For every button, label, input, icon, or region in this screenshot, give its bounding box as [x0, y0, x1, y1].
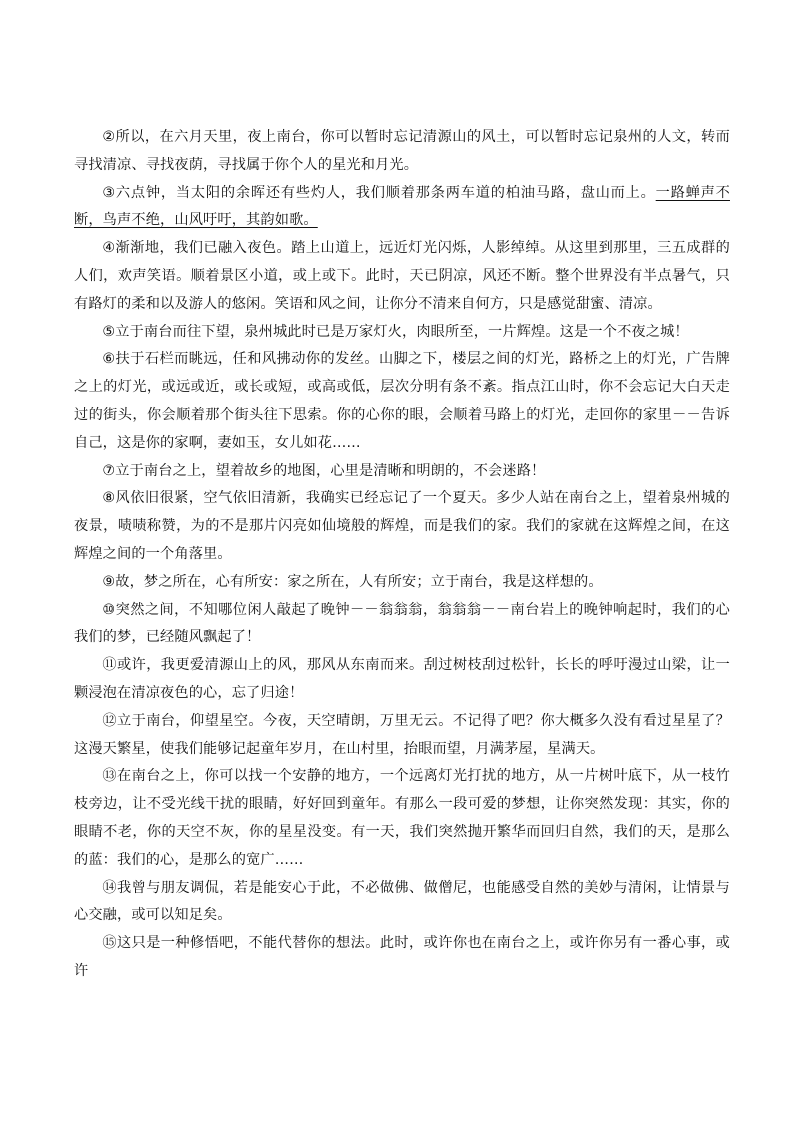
paragraph-3-underlined-text: 一路蝉声不断，鸟声不绝，山风吁吁，其韵如歌。 [74, 184, 730, 229]
paragraph-15: ⑮这只是一种修悟吧，不能代替你的想法。此时，或许你也在南台之上，或许你另有一番心事，或许 [74, 935, 730, 979]
paragraph-2: ②所以，在六月天里，夜上南台，你可以暂时忘记清源山的风土，可以暂时忘记泉州的人文，转而寻找清凉、寻找夜荫，寻找属于你个人的星光和月光。 [74, 129, 730, 173]
paragraph-11: ⑪或许，我更爱清源山上的风，那风从东南而来。刮过树枝刮过松针，长长的呼吁漫过山梁，让一颗浸泡在清凉夜色的心，忘了归途！ [74, 657, 730, 701]
paragraph-5: ⑤立于南台而往下望，泉州城此时已是万家灯火，肉眼所至，一片辉煌。这是一个不夜之城！ [102, 323, 689, 340]
paragraph-10: ⑩突然之间，不知哪位闲人敲起了晚钟－－翁翁翁，翁翁翁－－南台岩上的晚钟响起时，我们的心我们的梦，已经随风飘起了！ [74, 601, 730, 646]
paragraph-13: ⑬在南台之上，你可以找一个安静的地方，一个远离灯光打扰的地方，从一片树叶底下，从一枝竹枝旁边，让不受光线干扰的眼睛，好好回到童年。有那么一段可爱的梦想，让你突然发现：其实，你的眼睛不老，你的天空不灰，你的星星没变。有一天，我们突然抛开繁华而回归自然，我们的天，是那么的蓝：我们的心，是那么的宽广…… [74, 768, 730, 868]
paragraph-3 [74, 180, 730, 236]
paragraph-8: ⑧风依旧很紧，空气依旧清新，我确实已经忘记了一个夏天。多少人站在南台之上，望着泉州城的夜景，啧啧称赞，为的不是那片闪亮如仙境般的辉煌，而是我们的家。我们的家就在这辉煌之间，在这辉煌之间的一个角落里。 [74, 490, 730, 562]
paragraph-3-text: ③六点钟，当太阳的余晖还有些灼人，我们顺着那条两车道的柏油马路，盘山而上。 [102, 184, 656, 201]
document-body [74, 124, 730, 986]
paragraph-4: ④渐渐地，我们已融入夜色。踏上山道上，远近灯光闪烁，人影绰绰。从这里到那里，三五成群的人们，欢声笑语。顺着景区小道，或上或下。此时，天已阴凉，风还不断。整个世界没有半点暑气，只有路灯的柔和以及游人的悠闲。笑语和风之间，让你分不清来自何方，只是感觉甜蜜、清凉。 [74, 240, 730, 312]
paragraph-6: ⑥扶于石栏而眺远，任和风拂动你的发丝。山脚之下，楼层之间的灯光，路桥之上的灯光，广告牌之上的灯光，或远或近，或长或短，或高或低，层次分明有条不紊。指点江山时，你不会忘记大白天走过的街头，你会顺着那个街头往下思索。你的心你的眼，会顺着马路上的灯光，走回你的家里－－告诉自己，这是你的家啊，妻如玉，女儿如花…… [74, 351, 730, 451]
paragraph-7: ⑦立于南台之上，望着故乡的地图，心里是清晰和明朗的，不会迷路！ [102, 462, 546, 479]
paragraph-9: ⑨故，梦之所在，心有所安：家之所在，人有所安；立于南台，我是这样想的。 [102, 573, 603, 590]
paragraph-12: ⑫立于南台，仰望星空。今夜，天空晴朗，万里无云。不记得了吧？你大概多久没有看过星星了？这漫天繁星，使我们能够记起童年岁月，在山村里，抬眼而望，月满茅屋，星满天。 [74, 712, 730, 757]
paragraph-14: ⑭我曾与朋友调侃，若是能安心于此，不必做佛、做僧尼，也能感受自然的美妙与清闲，让情景与心交融，或可以知足矣。 [74, 879, 730, 924]
